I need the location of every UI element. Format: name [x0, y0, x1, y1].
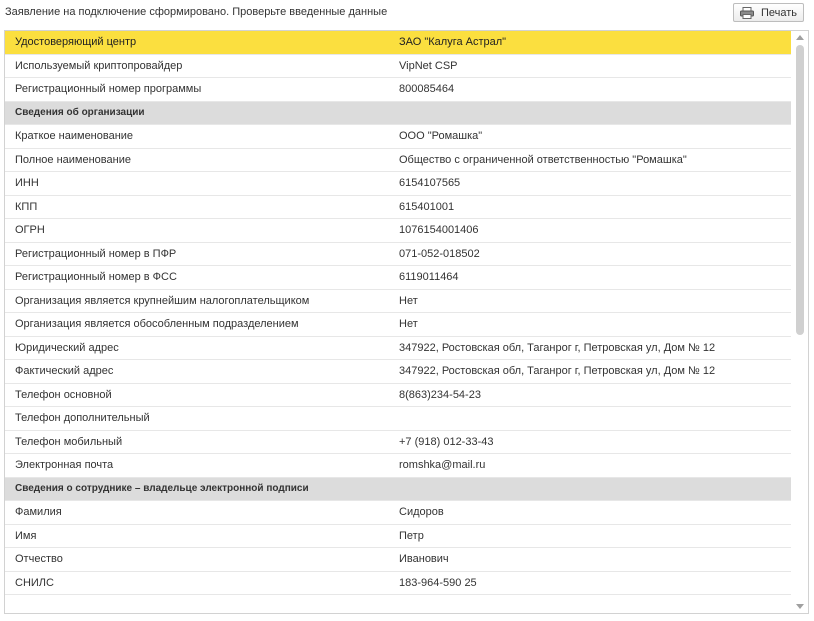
field-label: КПП: [15, 200, 38, 213]
table-row[interactable]: [5, 501, 791, 525]
field-label: Регистрационный номер в ФСС: [15, 271, 177, 284]
field-value: Общество с ограниченной ответственностью "Ромашка": [399, 153, 687, 166]
vertical-scrollbar[interactable]: [792, 31, 808, 613]
field-value: VipNet CSP: [399, 59, 458, 72]
field-label: Фактический адрес: [15, 365, 114, 378]
field-label: ИНН: [15, 177, 39, 190]
field-label: ОГРН: [15, 224, 45, 237]
application-details-panel: [4, 30, 809, 614]
scroll-down-arrow-icon[interactable]: [796, 604, 804, 610]
field-value: Нет: [399, 294, 418, 307]
field-value: +7 (918) 012-33-43: [399, 435, 494, 448]
field-value: 800085464: [399, 83, 455, 96]
field-value: ЗАО "Калуга Астрал": [399, 36, 507, 49]
table-row[interactable]: [5, 384, 791, 408]
top-bar: [0, 0, 814, 28]
field-value: Иванович: [399, 553, 449, 566]
table-row[interactable]: [5, 454, 791, 478]
table-row[interactable]: [5, 572, 791, 596]
table-row[interactable]: [5, 196, 791, 220]
table-row[interactable]: [5, 219, 791, 243]
field-value: 615401001: [399, 200, 455, 213]
table-row[interactable]: [5, 243, 791, 267]
field-value: 6119011464: [399, 271, 459, 284]
field-label: Отчество: [15, 553, 63, 566]
scroll-thumb[interactable]: [796, 45, 804, 335]
field-value: 347922, Ростовская обл, Таганрог г, Петровская ул, Дом № 12: [399, 341, 716, 354]
field-value: ООО "Ромашка": [399, 130, 483, 143]
print-button-label: Печать: [761, 6, 798, 19]
section-header: Сведения об организации: [5, 102, 791, 126]
details-table: [5, 31, 791, 595]
table-row[interactable]: [5, 125, 791, 149]
section-header: Сведения о сотруднике – владельце электронной подписи: [5, 478, 791, 502]
print-button[interactable]: [733, 3, 804, 22]
field-label: Телефон дополнительный: [15, 412, 150, 425]
field-value: 8(863)234-54-23: [399, 388, 481, 401]
field-label: Электронная почта: [15, 459, 114, 472]
field-label: Фамилия: [15, 506, 62, 519]
field-value: 183-964-590 25: [399, 576, 477, 589]
field-label: Юридический адрес: [15, 341, 119, 354]
table-row[interactable]: [5, 290, 791, 314]
field-label: Используемый криптопровайдер: [15, 59, 183, 72]
scroll-up-arrow-icon[interactable]: [796, 34, 804, 40]
printer-icon: [740, 7, 754, 19]
field-label: Имя: [15, 529, 37, 542]
field-label: Регистрационный номер программы: [15, 83, 202, 96]
table-row[interactable]: [5, 266, 791, 290]
table-row[interactable]: [5, 431, 791, 455]
table-row[interactable]: [5, 55, 791, 79]
field-label: Удостоверяющий центр: [15, 36, 137, 49]
field-value: 1076154001406: [399, 224, 479, 237]
field-label: Телефон мобильный: [15, 435, 123, 448]
field-label: Полное наименование: [15, 153, 131, 166]
field-value: 347922, Ростовская обл, Таганрог г, Петровская ул, Дом № 12: [399, 365, 716, 378]
field-label: СНИЛС: [15, 576, 54, 589]
table-row[interactable]: [5, 172, 791, 196]
field-value: Сидоров: [399, 506, 444, 519]
table-row[interactable]: [5, 525, 791, 549]
field-value: 071-052-018502: [399, 247, 480, 260]
table-row[interactable]: [5, 407, 791, 431]
table-row[interactable]: [5, 149, 791, 173]
selected-row[interactable]: [5, 31, 791, 55]
table-row[interactable]: [5, 313, 791, 337]
table-row[interactable]: [5, 78, 791, 102]
field-label: Регистрационный номер в ПФР: [15, 247, 177, 260]
field-value: Петр: [399, 529, 424, 542]
table-row[interactable]: [5, 548, 791, 572]
table-row[interactable]: [5, 360, 791, 384]
table-row[interactable]: [5, 337, 791, 361]
field-label: Организация является обособленным подразделением: [15, 318, 299, 331]
field-label: Организация является крупнейшим налогоплательщиком: [15, 294, 310, 307]
field-label: Краткое наименование: [15, 130, 134, 143]
field-value: Нет: [399, 318, 418, 331]
field-label: Телефон основной: [15, 388, 112, 401]
field-value: 6154107565: [399, 177, 461, 190]
status-message: Заявление на подключение сформировано. Проверьте введенные данные: [5, 6, 388, 18]
field-value: romshka@mail.ru: [399, 459, 486, 472]
